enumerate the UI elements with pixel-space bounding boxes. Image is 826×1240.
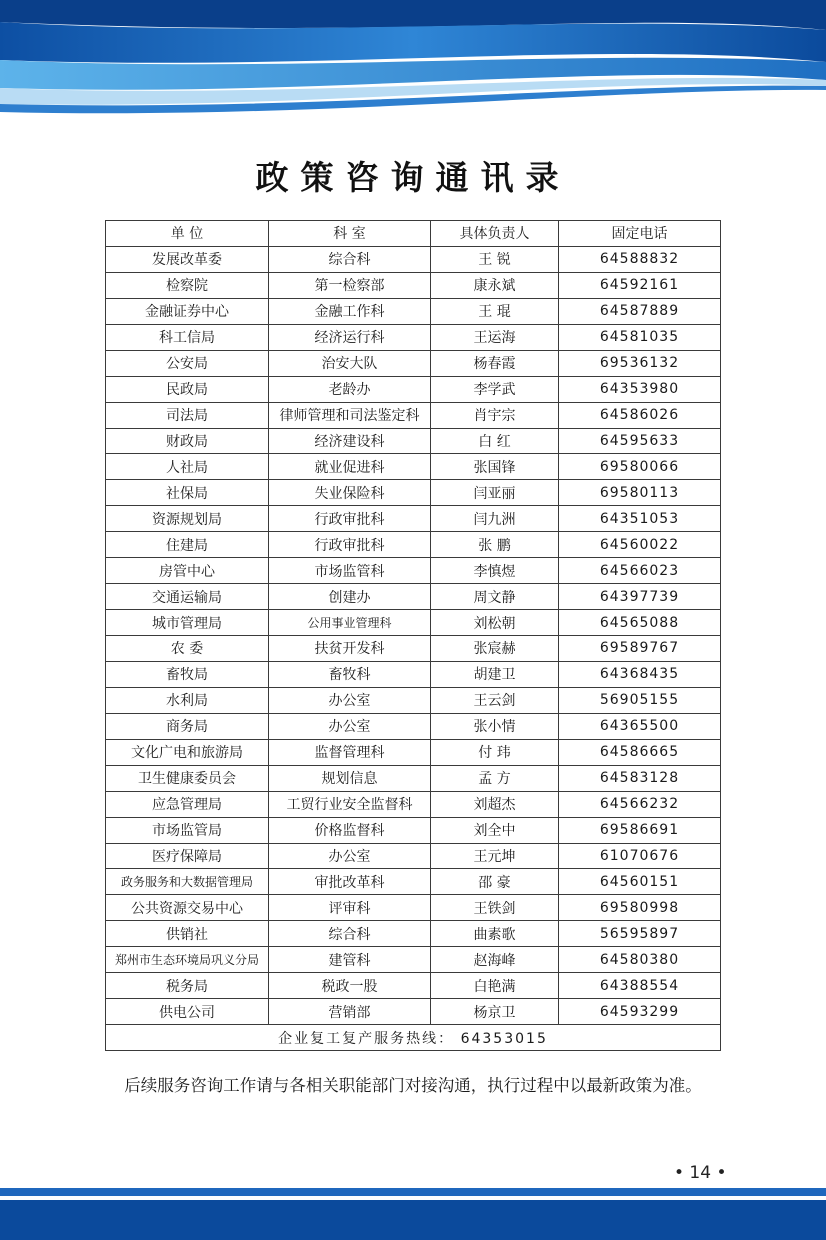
cell-dept: 工贸行业安全监督科	[269, 791, 431, 817]
cell-unit: 司法局	[106, 402, 269, 428]
header-unit: 单 位	[106, 221, 269, 247]
cell-person: 张宸赫	[431, 636, 559, 662]
table-row	[106, 532, 721, 558]
cell-phone: 64581035	[559, 324, 721, 350]
table-row	[106, 506, 721, 532]
cell-unit: 商务局	[106, 713, 269, 739]
cell-person: 刘松朝	[431, 610, 559, 636]
table-row	[106, 947, 721, 973]
cell-dept: 行政审批科	[269, 506, 431, 532]
cell-unit: 医疗保障局	[106, 843, 269, 869]
cell-unit: 社保局	[106, 480, 269, 506]
cell-dept: 办公室	[269, 713, 431, 739]
table-row	[106, 480, 721, 506]
table-row	[106, 558, 721, 584]
cell-dept: 审批改革科	[269, 869, 431, 895]
cell-person: 李学武	[431, 376, 559, 402]
cell-person: 肖宇宗	[431, 402, 559, 428]
cell-dept: 老龄办	[269, 376, 431, 402]
cell-person: 张国锋	[431, 454, 559, 480]
cell-phone: 64560022	[559, 532, 721, 558]
cell-phone: 64586026	[559, 402, 721, 428]
cell-dept: 综合科	[269, 246, 431, 272]
bottom-band-decoration	[0, 1188, 826, 1240]
cell-phone: 56905155	[559, 687, 721, 713]
cell-person: 张小情	[431, 713, 559, 739]
cell-phone: 64566232	[559, 791, 721, 817]
cell-phone: 64560151	[559, 869, 721, 895]
cell-dept: 经济运行科	[269, 324, 431, 350]
cell-unit: 水利局	[106, 687, 269, 713]
cell-dept: 就业促进科	[269, 454, 431, 480]
cell-unit: 畜牧局	[106, 661, 269, 687]
cell-dept: 金融工作科	[269, 298, 431, 324]
cell-person: 王云剑	[431, 687, 559, 713]
table-row	[106, 739, 721, 765]
cell-person: 邵 豪	[431, 869, 559, 895]
cell-phone: 64566023	[559, 558, 721, 584]
cell-person: 刘全中	[431, 817, 559, 843]
table-row	[106, 843, 721, 869]
table-row	[106, 687, 721, 713]
cell-person: 赵海峰	[431, 947, 559, 973]
cell-person: 李慎煜	[431, 558, 559, 584]
cell-unit: 供电公司	[106, 999, 269, 1025]
cell-dept: 综合科	[269, 921, 431, 947]
top-banner-decoration	[0, 0, 826, 120]
cell-dept: 畜牧科	[269, 661, 431, 687]
table-row	[106, 610, 721, 636]
cell-person: 康永斌	[431, 272, 559, 298]
cell-phone: 64587889	[559, 298, 721, 324]
cell-unit: 财政局	[106, 428, 269, 454]
cell-unit: 金融证券中心	[106, 298, 269, 324]
cell-dept: 评审科	[269, 895, 431, 921]
cell-dept: 创建办	[269, 584, 431, 610]
cell-person: 杨春霞	[431, 350, 559, 376]
cell-unit: 文化广电和旅游局	[106, 739, 269, 765]
table-row	[106, 817, 721, 843]
cell-person: 周文静	[431, 584, 559, 610]
cell-phone: 64365500	[559, 713, 721, 739]
cell-phone: 64592161	[559, 272, 721, 298]
cell-person: 白艳满	[431, 973, 559, 999]
cell-person: 闫亚丽	[431, 480, 559, 506]
cell-phone: 69580066	[559, 454, 721, 480]
cell-unit: 发展改革委	[106, 246, 269, 272]
cell-person: 付 玮	[431, 739, 559, 765]
cell-dept: 价格监督科	[269, 817, 431, 843]
cell-phone: 64353980	[559, 376, 721, 402]
cell-unit: 资源规划局	[106, 506, 269, 532]
cell-unit: 公共资源交易中心	[106, 895, 269, 921]
table-row	[106, 869, 721, 895]
cell-unit: 农 委	[106, 636, 269, 662]
cell-phone: 64593299	[559, 999, 721, 1025]
cell-phone: 69586691	[559, 817, 721, 843]
cell-phone: 64565088	[559, 610, 721, 636]
cell-phone: 64595633	[559, 428, 721, 454]
cell-dept: 市场监管科	[269, 558, 431, 584]
hotline-text: 企业复工复产服务热线： 64353015	[106, 1025, 721, 1051]
footer-note: 后续服务咨询工作请与各相关职能部门对接沟通，执行过程中以最新政策为准。	[124, 1076, 702, 1095]
table-row	[106, 350, 721, 376]
cell-dept: 律师管理和司法鉴定科	[269, 402, 431, 428]
cell-phone: 69580113	[559, 480, 721, 506]
cell-unit: 郑州市生态环境局巩义分局	[106, 947, 269, 973]
cell-dept: 建管科	[269, 947, 431, 973]
cell-dept: 扶贫开发科	[269, 636, 431, 662]
cell-dept: 规划信息	[269, 765, 431, 791]
table-row	[106, 324, 721, 350]
cell-dept: 办公室	[269, 687, 431, 713]
cell-phone: 56595897	[559, 921, 721, 947]
table-row	[106, 973, 721, 999]
cell-dept: 营销部	[269, 999, 431, 1025]
cell-dept: 失业保险科	[269, 480, 431, 506]
table-row	[106, 713, 721, 739]
cell-phone: 64368435	[559, 661, 721, 687]
cell-dept: 监督管理科	[269, 739, 431, 765]
cell-phone: 64586665	[559, 739, 721, 765]
hotline-row	[106, 1025, 721, 1051]
cell-person: 闫九洲	[431, 506, 559, 532]
cell-person: 刘超杰	[431, 791, 559, 817]
cell-person: 王 锐	[431, 246, 559, 272]
table-row	[106, 584, 721, 610]
cell-dept: 税政一股	[269, 973, 431, 999]
cell-unit: 检察院	[106, 272, 269, 298]
cell-person: 王运海	[431, 324, 559, 350]
cell-unit: 税务局	[106, 973, 269, 999]
cell-dept: 行政审批科	[269, 532, 431, 558]
table-header-row	[106, 221, 721, 247]
cell-phone: 64397739	[559, 584, 721, 610]
cell-dept: 公用事业管理科	[269, 610, 431, 636]
table-row	[106, 376, 721, 402]
cell-dept: 第一检察部	[269, 272, 431, 298]
cell-dept: 经济建设科	[269, 428, 431, 454]
cell-phone: 64388554	[559, 973, 721, 999]
table-row	[106, 272, 721, 298]
cell-person: 胡建卫	[431, 661, 559, 687]
cell-phone: 69580998	[559, 895, 721, 921]
table-row	[106, 454, 721, 480]
cell-unit: 公安局	[106, 350, 269, 376]
table-row	[106, 402, 721, 428]
cell-person: 王元坤	[431, 843, 559, 869]
cell-dept: 办公室	[269, 843, 431, 869]
table-row	[106, 246, 721, 272]
table-row	[106, 921, 721, 947]
cell-person: 张 鹏	[431, 532, 559, 558]
cell-unit: 民政局	[106, 376, 269, 402]
contact-table	[105, 220, 721, 1051]
cell-phone: 69536132	[559, 350, 721, 376]
table-row	[106, 636, 721, 662]
cell-unit: 人社局	[106, 454, 269, 480]
cell-phone: 64583128	[559, 765, 721, 791]
cell-unit: 交通运输局	[106, 584, 269, 610]
table-row	[106, 428, 721, 454]
cell-person: 孟 方	[431, 765, 559, 791]
cell-dept: 治安大队	[269, 350, 431, 376]
cell-unit: 供销社	[106, 921, 269, 947]
header-phone: 固定电话	[559, 221, 721, 247]
page-number: • 14 •	[674, 1163, 727, 1183]
table-row	[106, 765, 721, 791]
cell-unit: 房管中心	[106, 558, 269, 584]
cell-unit: 卫生健康委员会	[106, 765, 269, 791]
cell-person: 杨京卫	[431, 999, 559, 1025]
cell-unit: 住建局	[106, 532, 269, 558]
cell-unit: 市场监管局	[106, 817, 269, 843]
cell-person: 曲素歌	[431, 921, 559, 947]
cell-person: 白 红	[431, 428, 559, 454]
table-row	[106, 791, 721, 817]
header-dept: 科 室	[269, 221, 431, 247]
cell-phone: 64351053	[559, 506, 721, 532]
table-row	[106, 895, 721, 921]
cell-unit: 政务服务和大数据管理局	[106, 869, 269, 895]
cell-person: 王 琨	[431, 298, 559, 324]
cell-phone: 69589767	[559, 636, 721, 662]
table-row	[106, 661, 721, 687]
cell-unit: 城市管理局	[106, 610, 269, 636]
cell-phone: 61070676	[559, 843, 721, 869]
table-row	[106, 298, 721, 324]
table-body	[106, 246, 721, 1024]
header-person: 具体负责人	[431, 221, 559, 247]
cell-unit: 科工信局	[106, 324, 269, 350]
cell-person: 王铁剑	[431, 895, 559, 921]
cell-unit: 应急管理局	[106, 791, 269, 817]
cell-phone: 64580380	[559, 947, 721, 973]
table-row	[106, 999, 721, 1025]
page-title: 政策咨询通讯录	[255, 158, 571, 197]
cell-phone: 64588832	[559, 246, 721, 272]
